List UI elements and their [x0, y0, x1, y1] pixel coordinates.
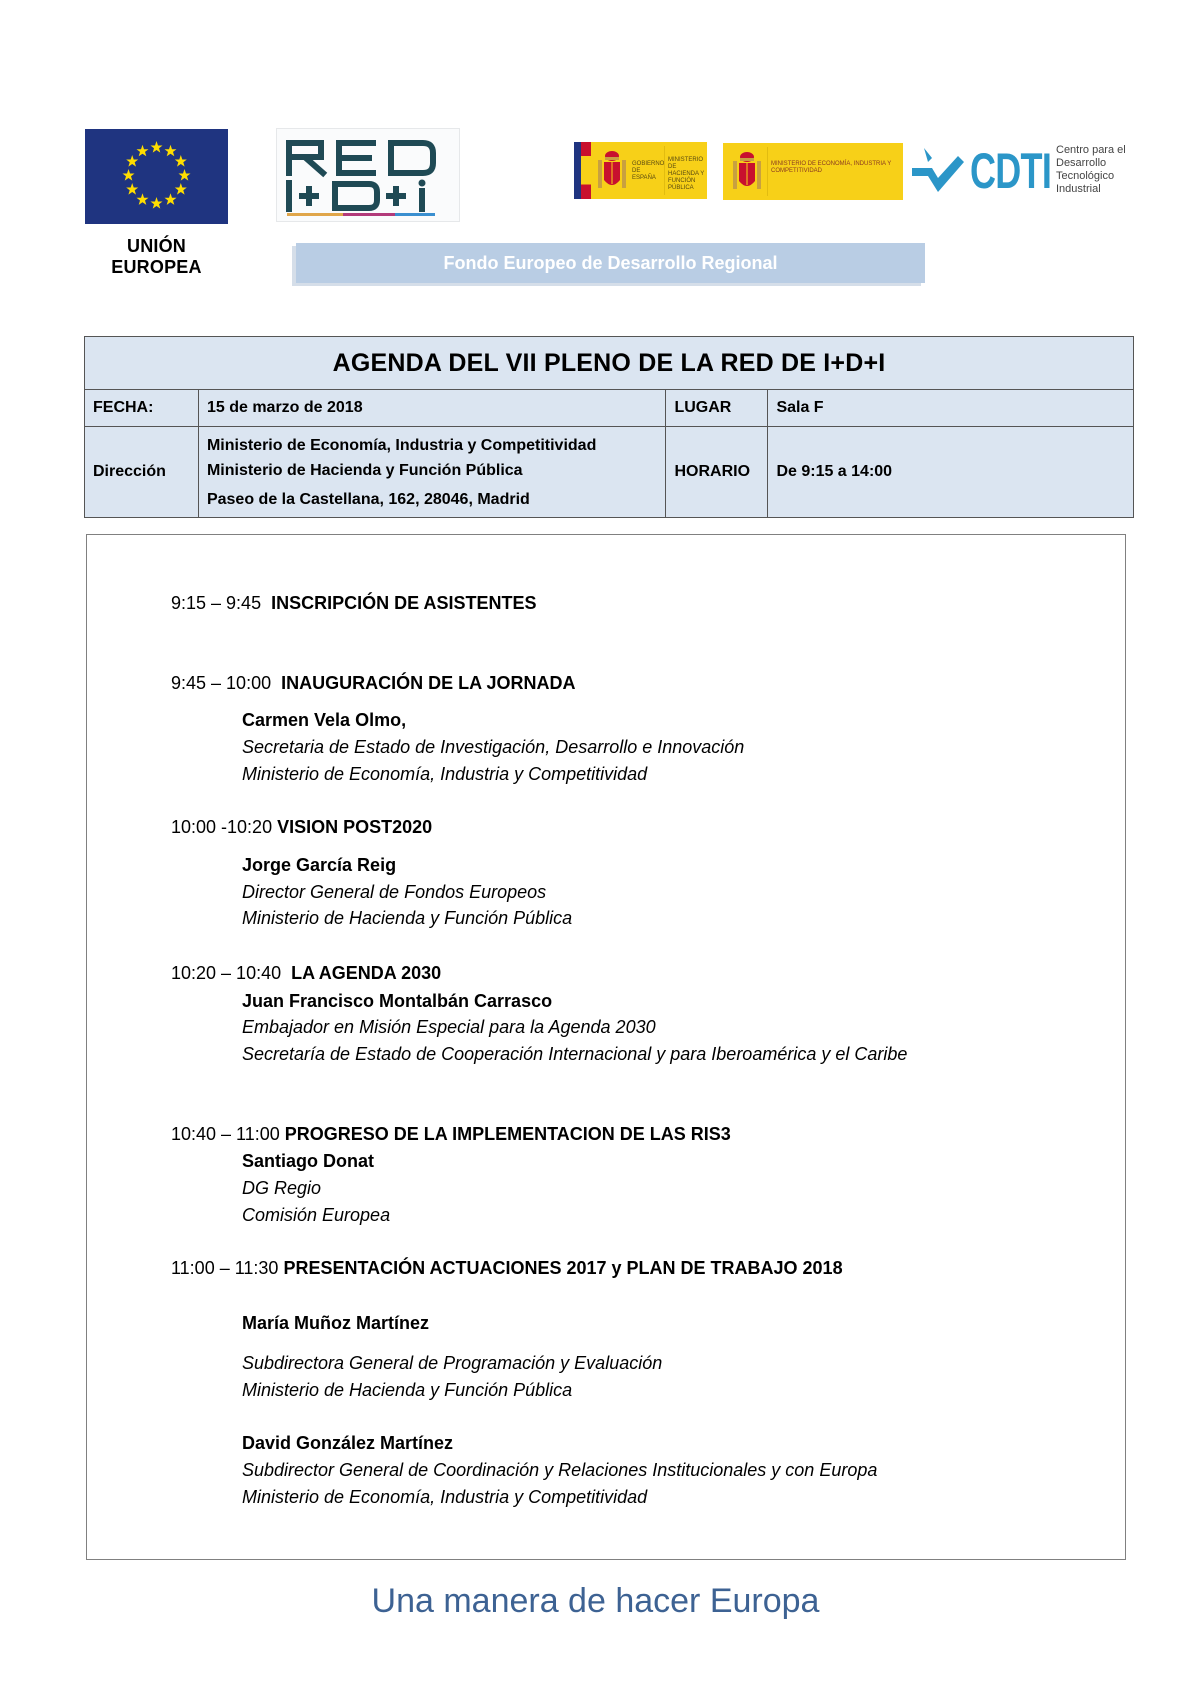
speaker-name: Carmen Vela Olmo,: [242, 710, 407, 730]
agenda-time: 11:00 – 11:30: [171, 1258, 279, 1278]
speaker-role: Ministerio de Hacienda y Función Pública: [242, 908, 573, 928]
direccion-line: Ministerio de Hacienda y Función Pública: [206, 461, 523, 479]
speaker-role: Comisión Europea: [242, 1205, 391, 1225]
horario-label: HORARIO: [666, 427, 768, 518]
fecha-label: FECHA:: [85, 390, 199, 427]
eu-label: UNIÓN EUROPEA: [111, 236, 202, 277]
agenda-item-header: [171, 672, 575, 694]
agenda-topic: LA AGENDA 2030: [291, 963, 442, 983]
speaker-role: DG Regio: [242, 1178, 322, 1198]
fecha-value: 15 de marzo de 2018: [198, 390, 666, 427]
footer-motto: Una manera de hacer Europa: [371, 1582, 820, 1620]
speaker-role: Subdirector General de Coordinación y Relaciones Institucionales y con Europa: [242, 1460, 878, 1480]
ministerio-hacienda-label: MINISTERIO DE HACIENDA Y FUNCIÓN PÚBLICA: [668, 157, 705, 191]
agenda-time: 9:15 – 9:45: [171, 593, 262, 613]
cdti-sub-line: Centro para el: [1056, 144, 1126, 156]
agenda-topic: VISION POST2020: [277, 817, 433, 837]
cdti-check-icon: [910, 144, 966, 198]
eu-stripe: [574, 142, 581, 199]
agenda-time: 10:40 – 11:00: [171, 1124, 280, 1144]
speaker-name: David González Martínez: [242, 1433, 454, 1453]
speaker-role: Director General de Fondos Europeos: [242, 882, 547, 902]
agenda-topic: INSCRIPCIÓN DE ASISTENTES: [271, 593, 537, 613]
speaker-name: María Muñoz Martínez: [242, 1313, 430, 1333]
cdti-sub-line: Industrial: [1056, 183, 1101, 195]
spain-coat-of-arms-icon: [596, 148, 628, 194]
agenda-item-header: [171, 816, 432, 838]
gobierno-espana-logo: [574, 142, 707, 199]
cdti-subtitle: [1056, 144, 1126, 196]
agenda-topic: PROGRESO DE LA IMPLEMENTACION DE LAS RIS3: [284, 1124, 731, 1144]
spain-stripe: [581, 142, 591, 199]
agenda-item-header: [171, 1257, 843, 1279]
agenda-time: 10:20 – 10:40: [171, 963, 282, 983]
cdti-sub-line: Desarrollo: [1056, 157, 1107, 169]
cdti-logo: [910, 140, 1130, 202]
agenda-item-header: [171, 592, 536, 614]
speaker-role: Embajador en Misión Especial para la Agenda 2030: [242, 1017, 656, 1037]
agenda-item-header: [171, 1123, 731, 1145]
eu-flag-logo: [85, 129, 228, 224]
speaker-name: Juan Francisco Montalbán Carrasco: [242, 991, 553, 1011]
direccion-label: Dirección: [85, 427, 199, 518]
red-idi-logo: [276, 128, 460, 222]
ministerio-economia-logo: [723, 143, 903, 200]
speaker-name: Jorge García Reig: [242, 855, 397, 875]
horario-value: De 9:15 a 14:00: [768, 427, 1134, 518]
cdti-sub-line: Tecnológico: [1056, 170, 1115, 182]
speaker-name: Santiago Donat: [242, 1151, 375, 1171]
speaker-role: Ministerio de Economía, Industria y Competitividad: [242, 1487, 648, 1507]
gobierno-label: GOBIERNO DE ESPAÑA: [632, 161, 665, 181]
speaker-role: Ministerio de Economía, Industria y Competitividad: [242, 764, 648, 784]
agenda-item-header: [171, 962, 441, 984]
speaker-role: Ministerio de Hacienda y Función Pública: [242, 1380, 573, 1400]
speaker-role: Subdirectora General de Programación y Evaluación: [242, 1353, 663, 1373]
feder-label: Fondo Europeo de Desarrollo Regional: [443, 253, 778, 273]
speaker-role: Secretaría de Estado de Cooperación Internacional y para Iberoamérica y el Caribe: [242, 1044, 908, 1064]
feder-banner: [296, 243, 925, 283]
logo-divider: [664, 146, 665, 195]
direccion-value: [198, 427, 666, 518]
direccion-line: Paseo de la Castellana, 162, 28046, Madrid: [206, 490, 530, 508]
agenda-topic: PRESENTACIÓN ACTUACIONES 2017 y PLAN DE TRABAJO 2018: [283, 1258, 843, 1278]
eu-stars-icon: [85, 129, 228, 224]
lugar-label: LUGAR: [666, 390, 768, 427]
agenda-time: 9:45 – 10:00: [171, 673, 272, 693]
cdti-wordmark: CDTI: [970, 143, 1052, 199]
lugar-value: Sala F: [768, 390, 1134, 427]
agenda-time: 10:00 -10:20: [171, 817, 273, 837]
logo-divider: [767, 147, 768, 196]
ministerio-economia-label: MINISTERIO DE ECONOMÍA, INDUSTRIA Y COMPETITIVIDAD: [771, 161, 892, 174]
agenda-topic: INAUGURACIÓN DE LA JORNADA: [281, 673, 576, 693]
agenda-title: AGENDA DEL VII PLENO DE LA RED DE I+D+I: [85, 337, 1134, 390]
speaker-role: Secretaria de Estado de Investigación, Desarrollo e Innovación: [242, 737, 745, 757]
event-info-table: [84, 336, 1134, 518]
red-idi-icon: [277, 129, 459, 221]
direccion-line: Ministerio de Economía, Industria y Competitividad: [206, 436, 597, 454]
spain-coat-of-arms-icon: [731, 149, 763, 195]
